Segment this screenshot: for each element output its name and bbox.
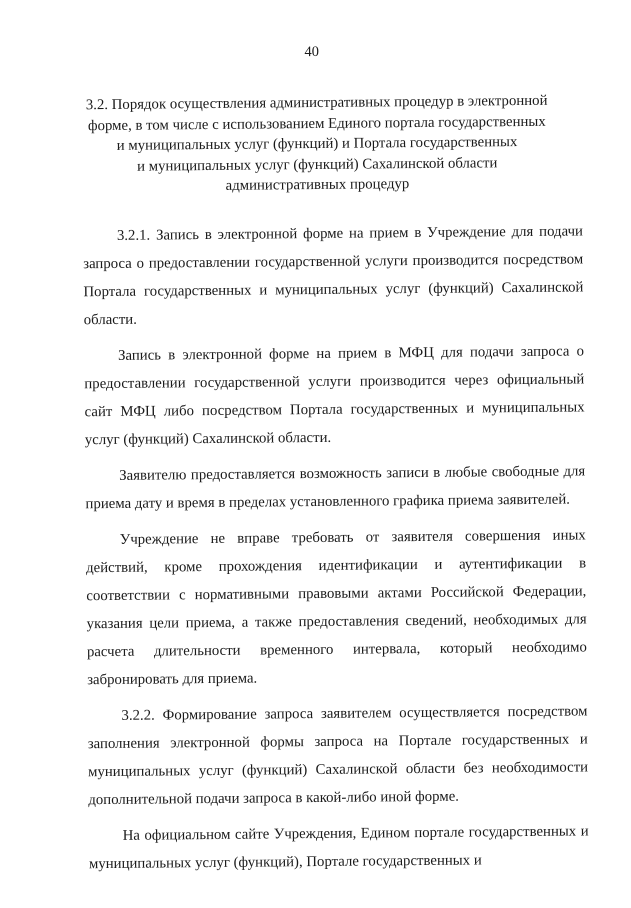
- body-text: [83, 217, 589, 878]
- paragraph-free-slots: Заявителю предоставляется возможность записи в любые свободные для приема дату и время в пределах установленного графика приема заявителей.: [85, 463, 586, 513]
- heading-line: и муниципальных услуг (функций) и Портала государственных: [116, 134, 518, 154]
- paragraph-3-2-1: 3.2.1. Запись в электронной форме на прием в Учреждение для подачи запроса о предоставлении государственной услуги производится посредством Портала государственных и муниципальных услуг (функций) Сахалинской области.: [83, 223, 584, 329]
- paragraph-official-site: На официальном сайте Учреждения, Едином портале государственных и муниципальных услуг (функций), Портале государственных и: [88, 823, 589, 873]
- heading-line: 3.2. Порядок осуществления административных процедур в электронной: [85, 92, 548, 114]
- paragraph-3-2-2: 3.2.2. Формирование запроса заявителем осуществляется посредством заполнения электронной формы запроса на Портале государственных и муниципальных услуг (функций) Сахалинской области без необходимости дополнительной подачи запроса в какой-либо иной форме.: [87, 703, 589, 809]
- section-heading: [57, 90, 578, 197]
- paragraph-restrictions: Учреждение не вправе требовать от заявителя совершения иных действий, кроме прохождения идентификации и аутентификации в соответствии с нормативными правовыми актами Российской Федерации, указания цели приема, а также предоставления сведений, необходимых для расчета длительности временного интервала, который необходимо забронировать для приема.: [86, 527, 587, 689]
- page-number: 40: [304, 43, 319, 61]
- paragraph-mfc-booking: Запись в электронной форме на прием в МФЦ для подачи запроса о предоставлении государственной услуги производится через официальный сайт МФЦ либо посредством Портала государственных и муниципальных услуг (функций) Сахалинской области.: [84, 343, 585, 449]
- heading-line: и муниципальных услуг (функций) Сахалинской области: [136, 154, 498, 175]
- heading-line: форме, в том числе с использованием Единого портала государственных: [87, 113, 546, 134]
- heading-line: административных процедур: [225, 176, 410, 194]
